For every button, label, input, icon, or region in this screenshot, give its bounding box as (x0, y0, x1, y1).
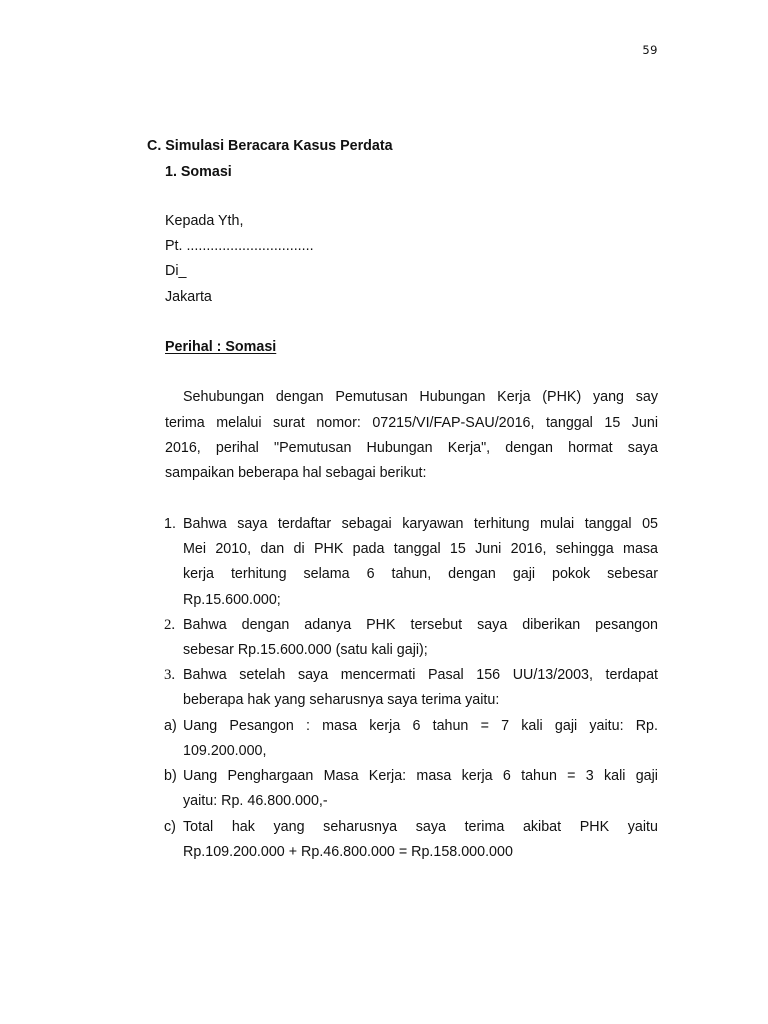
list-item-line: Bahwa setelah saya mencermati Pasal 156 UU/13/2003, terdapat (183, 667, 658, 683)
list-item-line: Uang Penghargaan Masa Kerja: masa kerja 6 tahun = 3 kali gaji (183, 768, 658, 784)
address-line: Pt. ................................ (165, 238, 314, 254)
paragraph-line: Sehubungan dengan Pemutusan Hubungan Kerja (PHK) yang say (183, 389, 658, 405)
address-line: Jakarta (165, 289, 212, 305)
list-item-line: Rp.15.600.000; (183, 592, 281, 608)
section-heading: C. Simulasi Beracara Kasus Perdata (147, 138, 393, 154)
list-marker: c) (164, 819, 176, 835)
subject-line: Perihal : Somasi (165, 339, 277, 355)
list-item-line: Uang Pesangon : masa kerja 6 tahun = 7 kali gaji yaitu: Rp. (183, 718, 658, 734)
address-line: Kepada Yth, (165, 213, 244, 229)
list-item-line: Rp.109.200.000 + Rp.46.800.000 = Rp.158.000.000 (183, 844, 513, 860)
list-item-line: yaitu: Rp. 46.800.000,- (183, 793, 328, 809)
list-marker: 1. (164, 516, 176, 532)
paragraph-line: sampaikan beberapa hal sebagai berikut: (165, 465, 427, 481)
address-line: Di_ (165, 263, 187, 279)
list-marker: 3. (164, 667, 176, 683)
list-item-line: Bahwa saya terdaftar sebagai karyawan terhitung mulai tanggal 05 (183, 516, 658, 532)
paragraph-line: terima melalui surat nomor: 07215/VI/FAP-SAU/2016, tanggal 15 Juni (165, 415, 658, 431)
subsection-heading: 1. Somasi (165, 164, 232, 180)
list-item-line: 109.200.000, (183, 743, 267, 759)
list-item-line: Bahwa dengan adanya PHK tersebut saya diberikan pesangon (183, 617, 658, 633)
list-marker: b) (164, 768, 177, 784)
page-number: 59 (642, 43, 658, 57)
list-item-line: sebesar Rp.15.600.000 (satu kali gaji); (183, 642, 428, 658)
list-item-line: kerja terhitung selama 6 tahun, dengan gaji pokok sebesar (183, 566, 658, 582)
list-item-line: beberapa hak yang seharusnya saya terima yaitu: (183, 692, 500, 708)
list-item-line: Mei 2010, dan di PHK pada tanggal 15 Juni 2016, sehingga masa (183, 541, 658, 557)
paragraph-line: 2016, perihal "Pemutusan Hubungan Kerja", dengan hormat saya (165, 440, 658, 456)
list-marker: 2. (164, 617, 176, 633)
list-marker: a) (164, 718, 177, 734)
list-item-line: Total hak yang seharusnya saya terima akibat PHK yaitu (183, 819, 658, 835)
